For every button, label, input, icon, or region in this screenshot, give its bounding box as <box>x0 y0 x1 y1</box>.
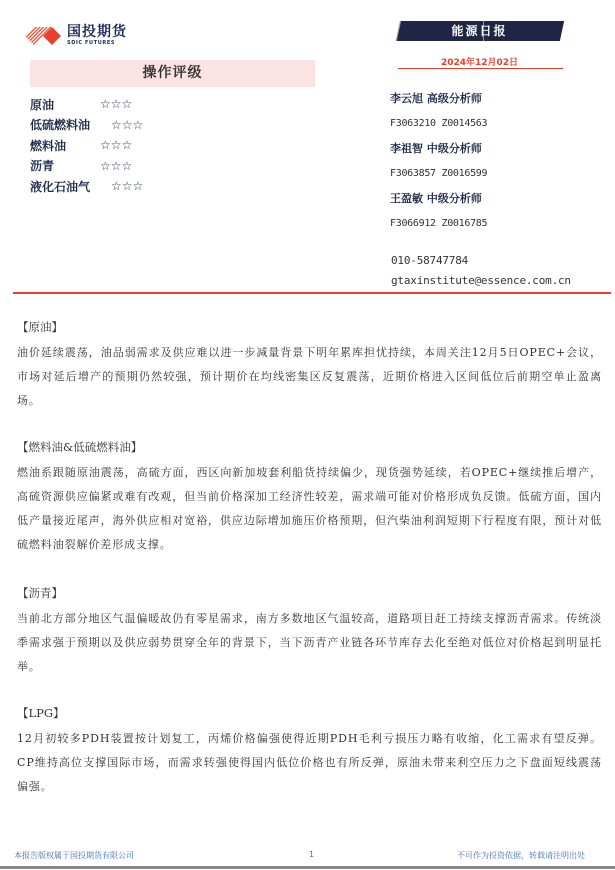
rating-name: 沥青 <box>30 159 55 174</box>
star-rating-icon: ☆☆☆ <box>100 138 133 153</box>
analyst-license-ids: F3063857 Z0016599 <box>390 168 488 179</box>
star-rating-icon: ☆☆☆ <box>111 117 144 132</box>
analyst-license-ids: F3066912 Z0016785 <box>390 218 488 229</box>
star-rating-icon: ☆☆☆ <box>100 97 133 112</box>
footer-divider <box>0 866 615 869</box>
section-body: 油价延续震荡，油品弱需求及供应难以进一步减量背景下明年累库担忧持续，本周关注12月5日OPEC+会议，市场对延后增产的预期仍然较强，预计期价在均线密集区反复震荡，近期价格进入区间低位后前期空单止盈离场。 <box>17 346 602 407</box>
section-body: 12月初较多PDH装置按计划复工，丙烯价格偏强使得近期PDH毛利亏损压力略有收缩，化工需求有望反弹。CP维持高位支撑国际市场，而需求转强使得国内低位价格也有所反弹，原油未带来利空压力之下盘面短线震荡偏强。 <box>17 732 602 793</box>
header-divider <box>13 292 611 294</box>
analyst-name: 王盈敏 中级分析师 <box>390 192 482 205</box>
footer-copyright: 本报告版权属于国投期货有限公司 <box>14 851 134 860</box>
section-body: 当前北方部分地区气温偏暖故仍有零星需求，南方多数地区气温较高，道路项目赶工持续支撑沥青需求。传统淡季需求强于预期以及供应弱势贯穿全年的背景下，当下沥青产业链各环节库存去化至绝对低位对价格起到明显托举。 <box>17 612 602 673</box>
report-type-badge: 能源日报 <box>451 24 508 38</box>
section-crude-oil <box>17 319 602 413</box>
section-heading: 【沥青】 <box>17 586 63 600</box>
contact-email[interactable]: gtaxinstitute@essence.com.cn <box>391 274 571 287</box>
rating-name: 原油 <box>30 97 55 112</box>
section-heading: 【LPG】 <box>17 706 65 720</box>
analyst-name: 李祖智 中级分析师 <box>390 142 482 155</box>
analyst-license-ids: F3063210 Z0014563 <box>390 118 488 129</box>
analyst-list <box>390 92 487 242</box>
rating-name: 低硫燃料油 <box>30 118 91 133</box>
rating-row-lpg <box>30 176 143 197</box>
section-lpg <box>17 705 602 799</box>
logo-name-en: SDIC FUTURES <box>67 40 116 46</box>
ratings-title: 操作评级 <box>30 60 315 87</box>
analyst-name: 李云旭 高级分析师 <box>390 92 482 105</box>
ratings-list <box>30 94 143 197</box>
rating-row-fuel-oil <box>30 135 143 156</box>
rating-row-crude-oil <box>30 94 143 115</box>
rating-name: 液化石油气 <box>30 179 91 194</box>
rating-row-asphalt <box>30 156 143 177</box>
report-date: 2024年12月02日 <box>440 58 519 68</box>
contact-phone: 010-58747784 <box>391 254 469 267</box>
logo-diamond-icon <box>25 27 63 45</box>
section-fuel-oil <box>17 439 602 557</box>
section-asphalt <box>17 585 602 679</box>
section-heading: 【燃料油&低硫燃料油】 <box>17 440 143 454</box>
footer-disclaimer: 不可作为投资依据，转载请注明出处 <box>457 851 585 860</box>
star-rating-icon: ☆☆☆ <box>111 179 144 194</box>
section-heading: 【原油】 <box>17 320 63 334</box>
logo-name-cn: 国投期货 <box>67 24 127 40</box>
page-number: 1 <box>309 850 315 859</box>
rating-name: 燃料油 <box>30 138 67 153</box>
page-footer <box>0 846 615 868</box>
company-logo <box>25 25 127 46</box>
date-underline <box>398 68 563 69</box>
rating-row-low-sulfur-fuel-oil <box>30 115 143 136</box>
section-body: 燃油系跟随原油震荡，高硫方面，西区向新加坡套利船货持续偏少，现货强势延续，若OPEC+继续推后增产，高硫资源供应偏紧或难有改观，但当前价格深加工经济性较差，需求端可能对价格形成负反馈。低硫方面，国内低产量接近尾声，海外供应相对宽裕，供应边际增加施压价格预期，但汽柴油利润短期下行程度有限，预计对低硫燃料油裂解价差形成支撑。 <box>17 466 602 551</box>
contact-info <box>391 254 571 294</box>
star-rating-icon: ☆☆☆ <box>100 158 133 173</box>
